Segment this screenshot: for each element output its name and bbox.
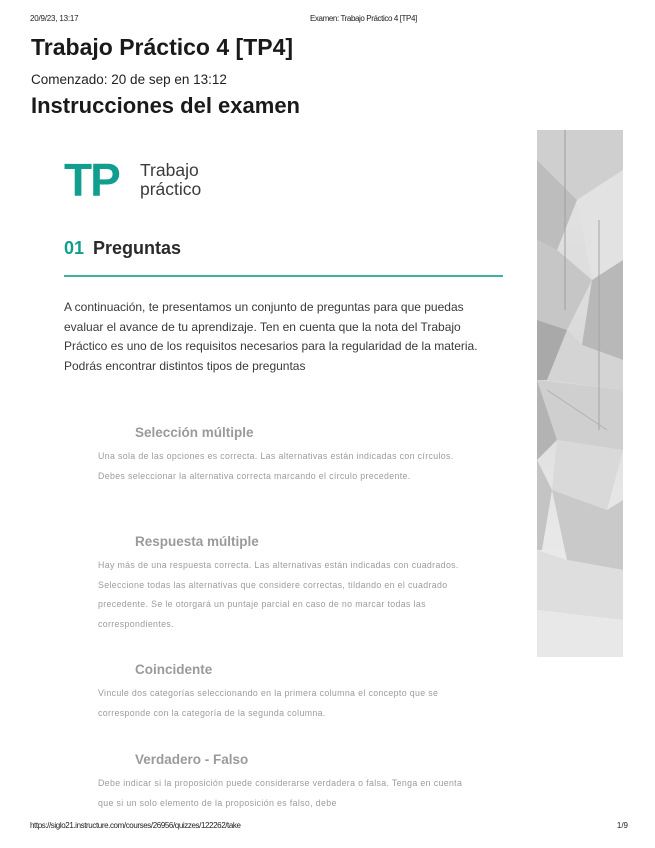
logo-text: Trabajo práctico	[140, 160, 202, 199]
print-page-number: 1/9	[616, 821, 628, 830]
print-datetime: 20/9/23, 13:17	[30, 14, 79, 23]
started-timestamp: Comenzado: 20 de sep en 13:12	[31, 72, 227, 87]
section-number: 01	[64, 238, 85, 258]
print-header	[30, 14, 630, 26]
qtype-desc-multiple-choice: Una sola de las opciones es correcta. Las alternativas están indicadas con círculos. Debes seleccionar la alternativa correcta marcando el círculo precedente.	[98, 451, 454, 481]
print-footer	[30, 821, 628, 833]
qtype-desc-true-false: Debe indicar si la proposición puede considerarse verdadera o falsa. Tenga en cuenta que si un solo elemento de la proposición es falso, debe	[98, 778, 463, 808]
qtype-desc-multiple-answer: Hay más de una respuesta correcta. Las alternativas están indicadas con cuadrados. Seleccione todas las alternativas que considere correctas, tildando en el cuadrado precedente. Se le otorgará un puntaje parcial en caso de no marcar todas las correspondientes.	[98, 560, 459, 630]
logo-mark: TP	[64, 154, 119, 206]
print-url: https://siglo21.instructure.com/courses/26956/quizzes/122262/take	[30, 821, 241, 830]
page-title: Trabajo Práctico 4 [TP4]	[31, 34, 294, 60]
qtype-desc-matching: Vincule dos categorías seleccionando en la primera columna el concepto que se corresponde con la categoría de la segunda columna.	[98, 688, 439, 718]
qtype-title-multiple-choice: Selección múltiple	[135, 425, 254, 440]
instructions-heading: Instrucciones del examen	[31, 93, 300, 118]
qtype-title-true-false: Verdadero - Falso	[135, 752, 249, 767]
qtype-title-matching: Coincidente	[135, 662, 213, 677]
geometric-pattern-image	[537, 130, 623, 657]
section-title: Preguntas	[93, 238, 182, 258]
decorative-side-image	[537, 130, 623, 657]
qtype-title-multiple-answer: Respuesta múltiple	[135, 534, 259, 549]
print-doc-title: Examen: Trabajo Práctico 4 [TP4]	[310, 14, 417, 23]
section-intro: A continuación, te presentamos un conjunto de preguntas para que puedas evaluar el avance de tu aprendizaje. Ten en cuenta que la nota del Trabajo Práctico es uno de los requisitos necesarios para la regularidad de la materia. Podrás encontrar distintos tipos de preguntas	[64, 300, 478, 373]
section-divider	[64, 275, 503, 277]
